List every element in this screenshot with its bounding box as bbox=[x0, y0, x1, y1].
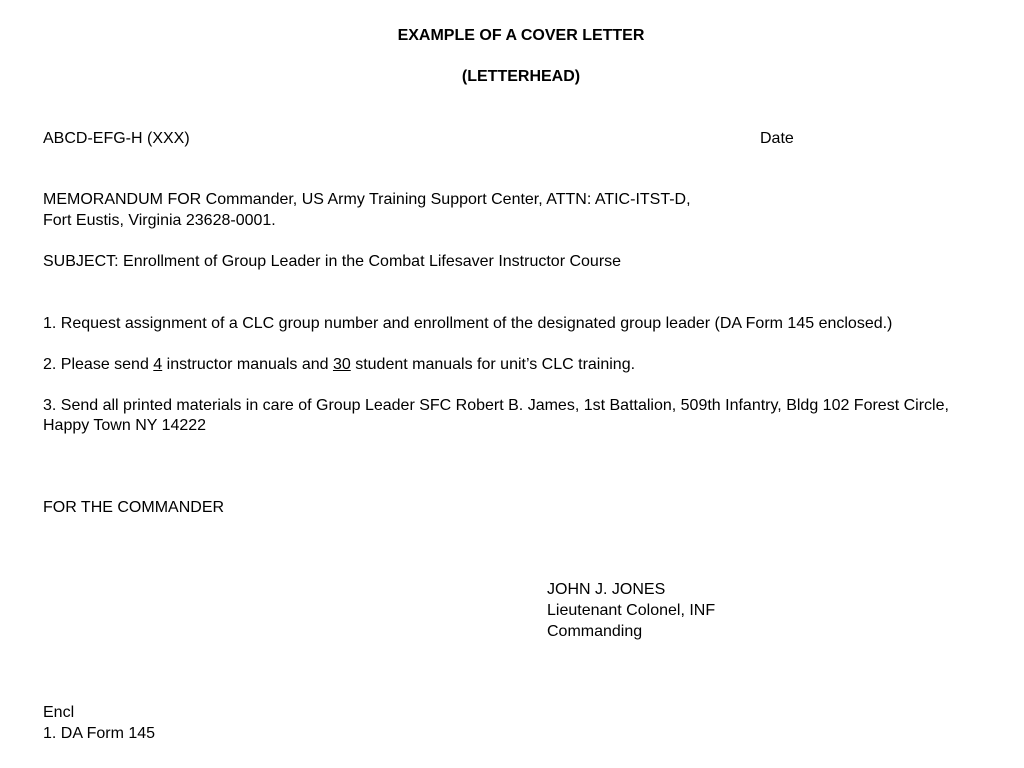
subject-line: SUBJECT: Enrollment of Group Leader in the Combat Lifesaver Instructor Course bbox=[43, 253, 622, 270]
letterhead-placeholder: (LETTERHEAD) bbox=[461, 68, 581, 85]
enclosure-label: Encl bbox=[43, 704, 75, 721]
instructor-manual-count: 4 bbox=[153, 356, 163, 373]
memorandum-for-line1: MEMORANDUM FOR Commander, US Army Training Support Center, ATTN: ATIC-ITST-D, bbox=[43, 191, 691, 208]
paragraph-2-middle: instructor manuals and bbox=[162, 356, 333, 373]
student-manual-count: 30 bbox=[332, 356, 351, 373]
paragraph-2-prefix: 2. Please send bbox=[43, 356, 154, 373]
authority-line: FOR THE COMMANDER bbox=[43, 499, 225, 516]
signature-rank: Lieutenant Colonel, INF bbox=[547, 602, 716, 619]
office-symbol: ABCD-EFG-H (XXX) bbox=[43, 130, 190, 147]
signature-position: Commanding bbox=[547, 623, 643, 640]
paragraph-3: 3. Send all printed materials in care of Group Leader SFC Robert B. James, 1st Battalion, 509th Infantry, Bldg 102 Forest Circle, Happy Town NY 14222 bbox=[43, 397, 949, 434]
paragraph-2-suffix: student manuals for unit’s CLC training. bbox=[350, 356, 636, 373]
memorandum-for-line2: Fort Eustis, Virginia 23628-0001. bbox=[43, 212, 276, 229]
signature-name: JOHN J. JONES bbox=[547, 581, 666, 598]
document-title: EXAMPLE OF A COVER LETTER bbox=[397, 27, 645, 44]
date-label: Date bbox=[760, 130, 794, 147]
paragraph-2 bbox=[43, 355, 635, 375]
paragraph-1: 1. Request assignment of a CLC group number and enrollment of the designated group leader (DA Form 145 enclosed.) bbox=[43, 315, 893, 332]
enclosure-item: 1. DA Form 145 bbox=[43, 725, 156, 742]
